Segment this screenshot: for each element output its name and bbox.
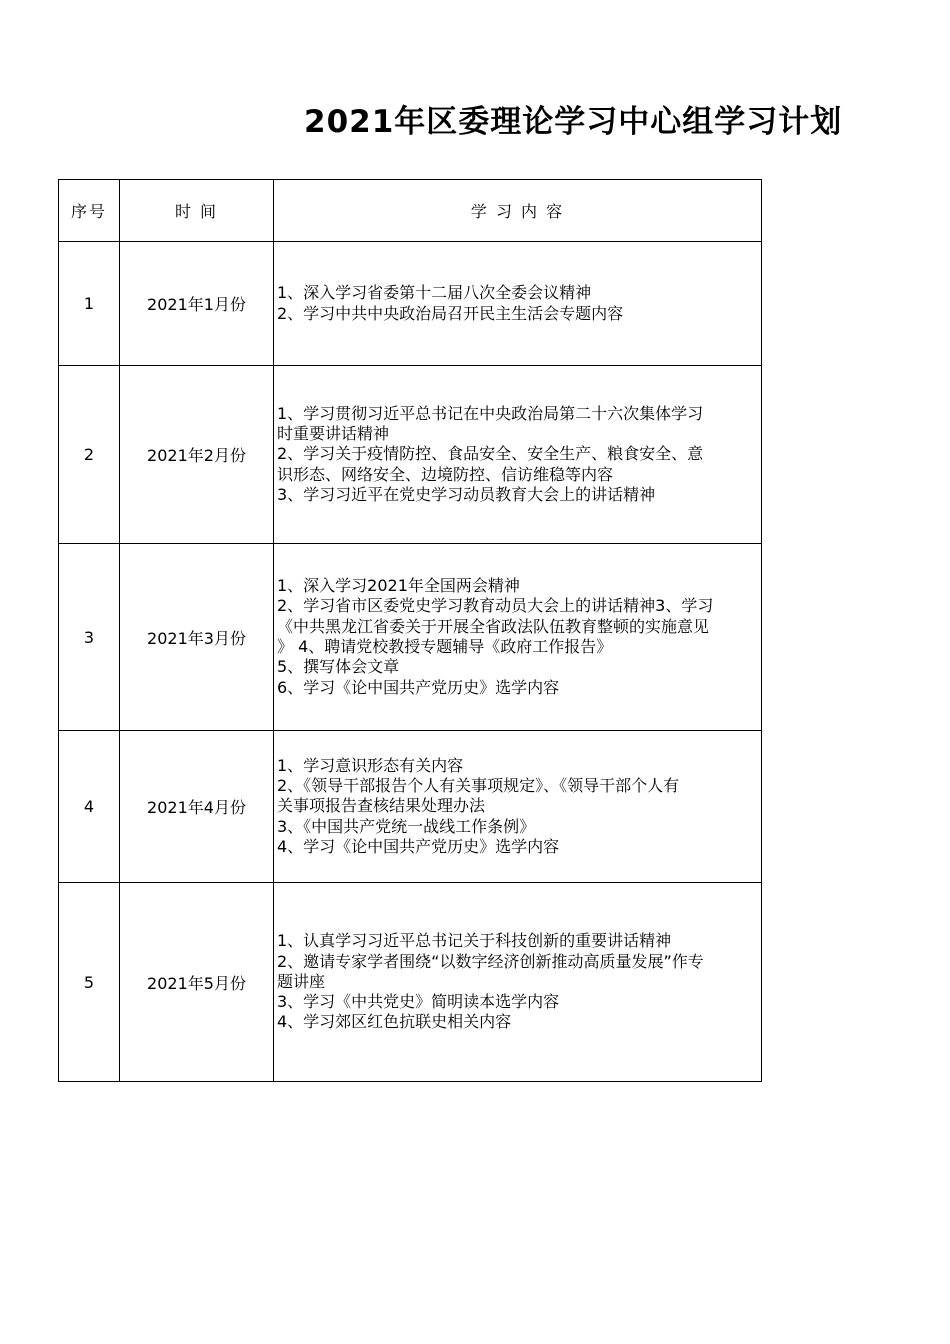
content-line: 1、深入学习2021年全国两会精神 <box>277 576 520 596</box>
row-content <box>274 366 762 544</box>
content-line: 时重要讲话精神 <box>277 424 390 444</box>
row-time: 2021年3月份 <box>120 544 274 731</box>
header-time: 时 间 <box>120 180 274 242</box>
content-line: 题讲座 <box>277 971 326 991</box>
table-row <box>59 731 762 883</box>
table-row <box>59 883 762 1082</box>
content-line: 2、学习中共中央政治局召开民主生活会专题内容 <box>277 303 624 323</box>
content-line: 3、《中国共产党统一战线工作条例》 <box>277 816 536 836</box>
header-content: 学 习 内 容 <box>274 180 762 242</box>
content-line: 1、学习贯彻习近平总书记在中央政治局第二十六次集体学习 <box>277 403 704 423</box>
row-content <box>274 544 762 731</box>
study-plan-table <box>58 179 762 1082</box>
row-content <box>274 883 762 1082</box>
header-num: 序号 <box>59 180 120 242</box>
row-num: 5 <box>59 883 120 1082</box>
row-num: 1 <box>59 242 120 366</box>
table-row <box>59 242 762 366</box>
content-line: 4、学习郊区红色抗联史相关内容 <box>277 1012 512 1032</box>
content-line: 《中共黑龙江省委关于开展全省政法队伍教育整顿的实施意见 <box>277 616 710 636</box>
content-line: 1、学习意识形态有关内容 <box>277 755 464 775</box>
content-line: 2、学习省市区委党史学习教育动员大会上的讲话精神3、学习 <box>277 596 714 616</box>
content-line: 6、学习《论中国共产党历史》选学内容 <box>277 677 560 697</box>
content-line: 》 4、聘请党校教授专题辅导《政府工作报告》 <box>277 637 613 656</box>
row-time: 2021年5月份 <box>120 883 274 1082</box>
page-title: 2021年区委理论学习中心组学习计划 <box>304 104 843 140</box>
content-line: 1、认真学习习近平总书记关于科技创新的重要讲话精神 <box>277 931 672 951</box>
row-time: 2021年4月份 <box>120 731 274 883</box>
row-time: 2021年2月份 <box>120 366 274 544</box>
content-line: 5、撰写体会文章 <box>277 657 400 677</box>
content-line: 2、学习关于疫情防控、食品安全、安全生产、粮食安全、意 <box>277 444 704 464</box>
row-time: 2021年1月份 <box>120 242 274 366</box>
row-num: 4 <box>59 731 120 883</box>
row-num: 3 <box>59 544 120 731</box>
content-line: 1、深入学习省委第十二届八次全委会议精神 <box>277 283 592 303</box>
content-line: 4、学习《论中国共产党历史》选学内容 <box>277 836 560 856</box>
row-content <box>274 242 762 366</box>
header-row <box>59 180 762 242</box>
table-row <box>59 366 762 544</box>
row-content <box>274 731 762 883</box>
title-clip <box>0 96 843 156</box>
content-line: 3、学习《中共党史》简明读本选学内容 <box>277 992 560 1012</box>
content-line: 3、学习习近平在党史学习动员教育大会上的讲话精神 <box>277 484 656 504</box>
table-row <box>59 544 762 731</box>
content-line: 2、《领导干部报告个人有关事项规定》、《领导干部个人有 <box>277 776 680 796</box>
row-num: 2 <box>59 366 120 544</box>
content-line: 识形态、网络安全、边境防控、信访维稳等内容 <box>277 464 614 484</box>
content-line: 关事项报告查核结果处理办法 <box>277 796 486 816</box>
content-line: 2、邀请专家学者围绕“以数字经济创新推动高质量发展”作专 <box>277 951 704 971</box>
